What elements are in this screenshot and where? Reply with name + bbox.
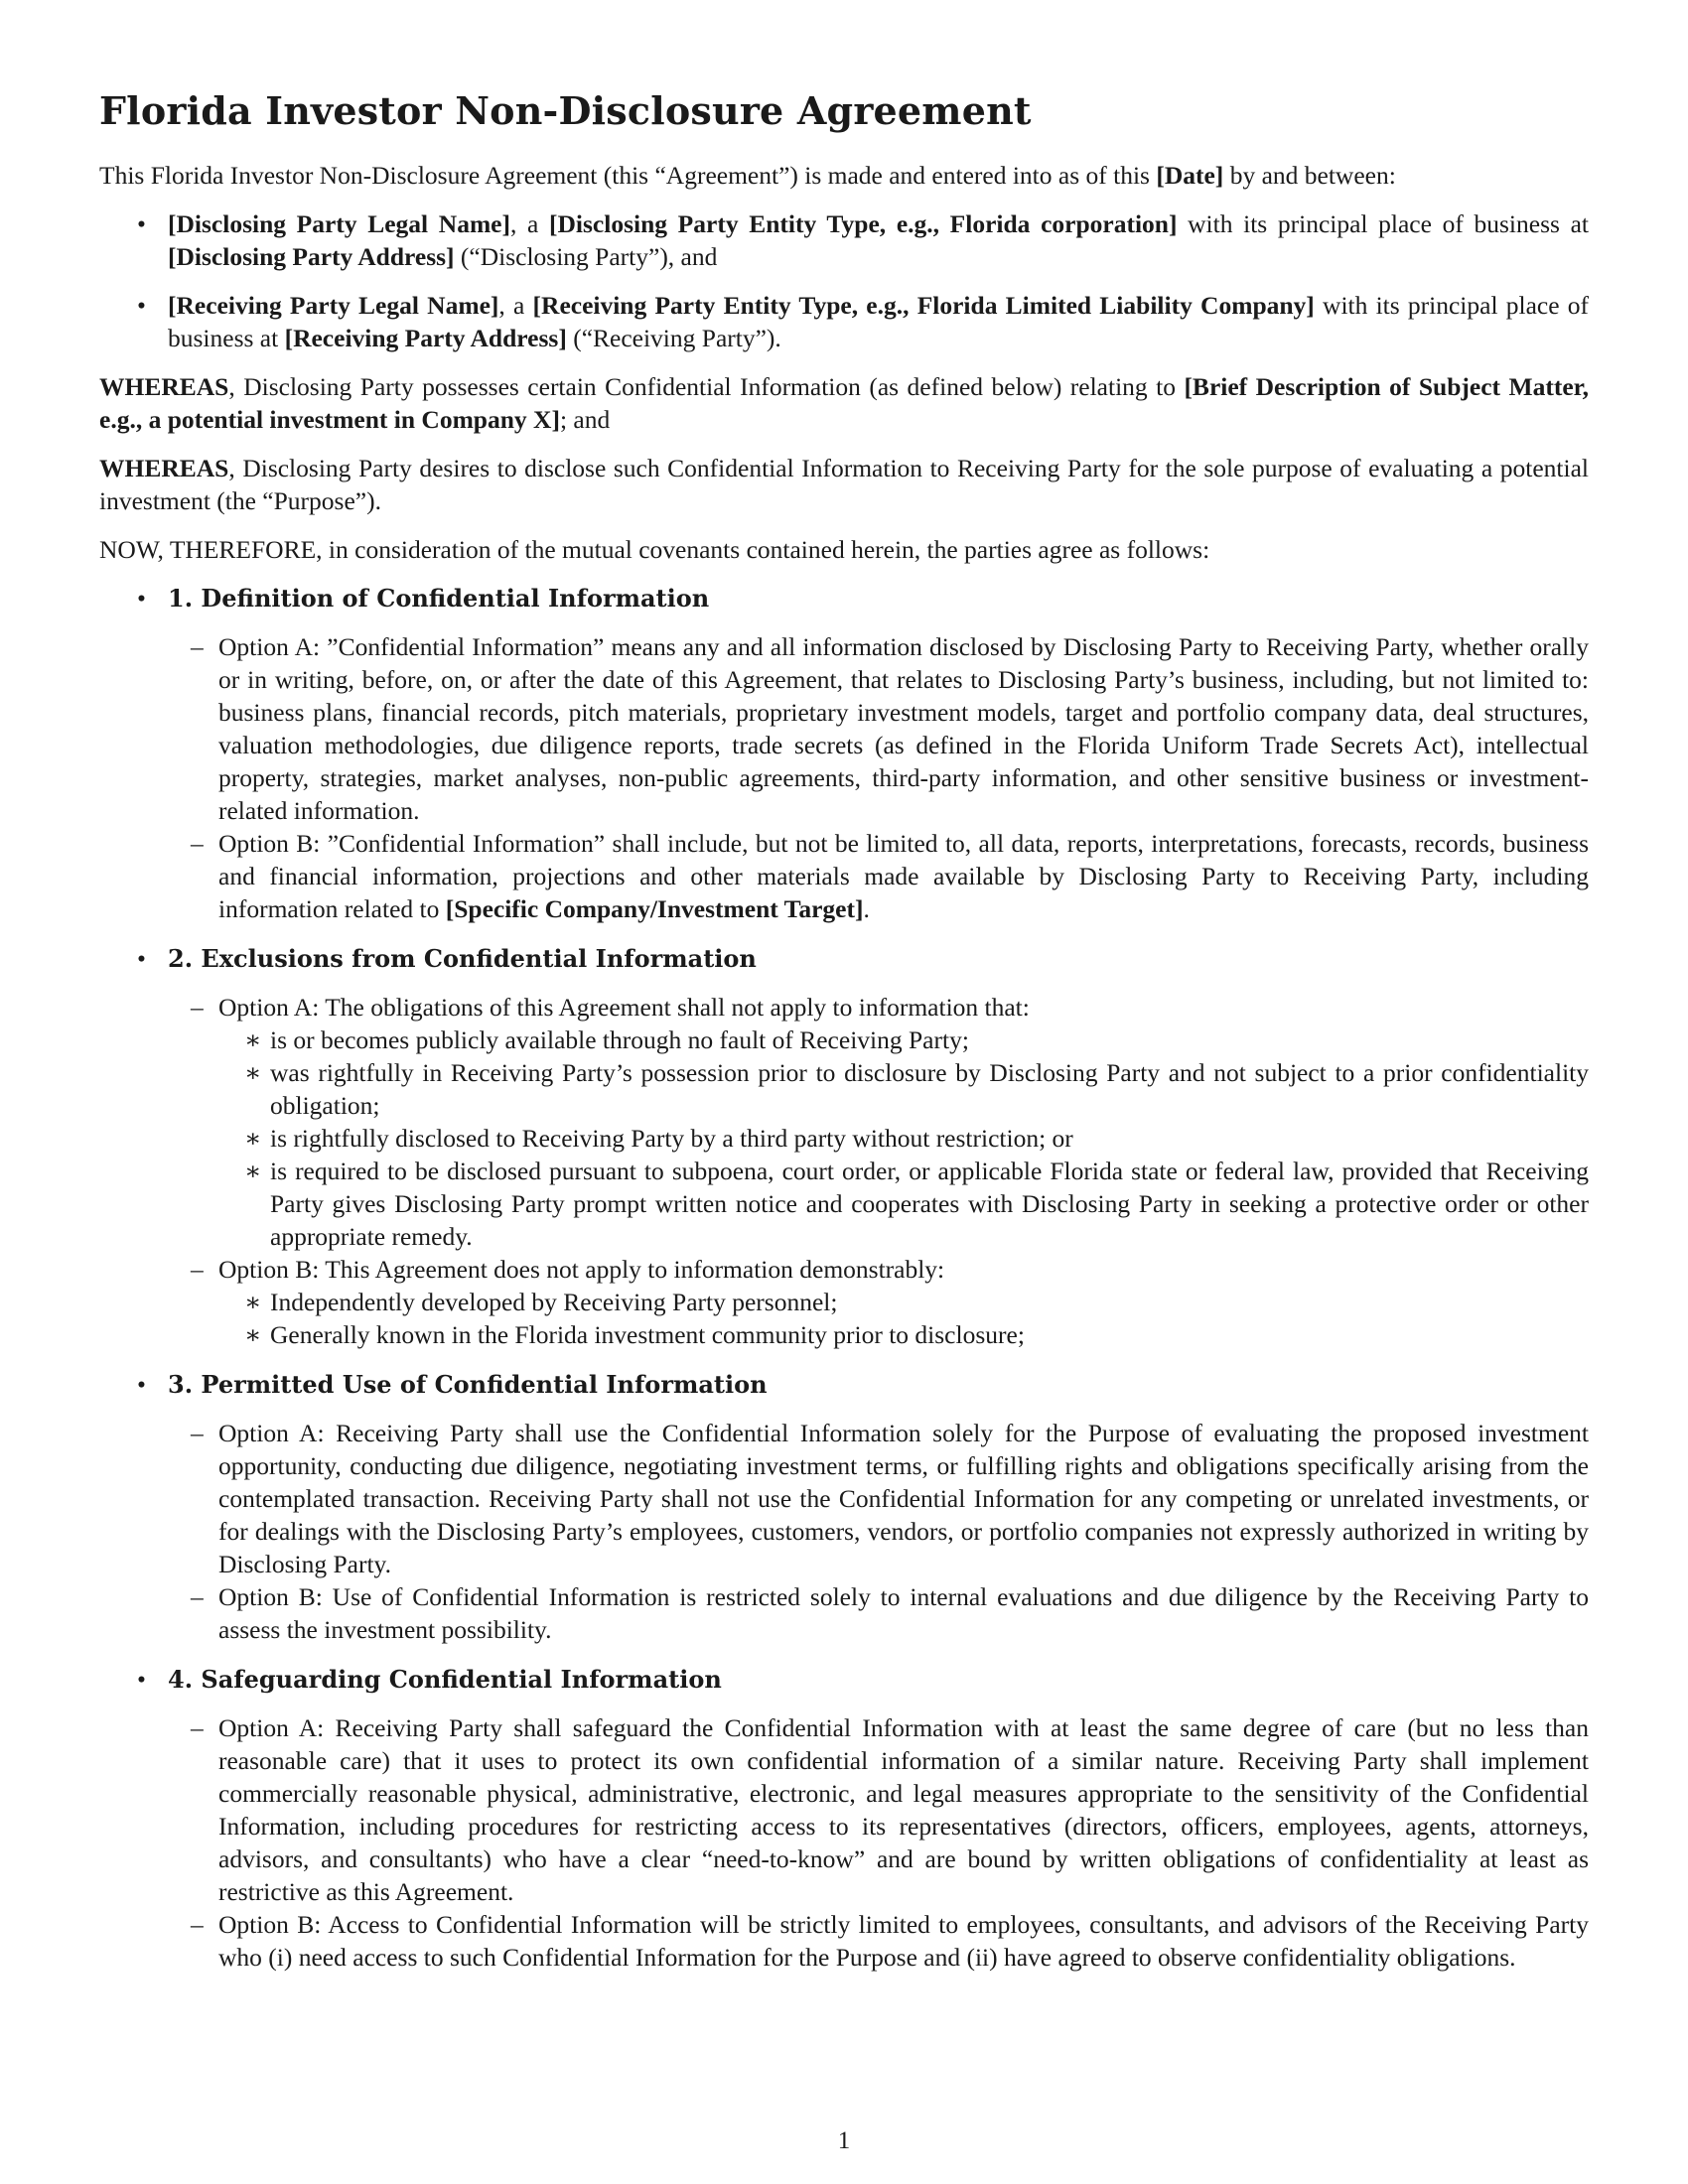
- option-a: – Option A: Receiving Party shall use the Confidential Information solely for the Purpose of evaluating the proposed investment opportunity, conducting due diligence, negotiating investment terms, or fulfilling rights and obligations specifically arising from the contemplated transaction. Receiving Party shall not use the Confidential Information for any competing or unrelated investments, or for dealings with the Disclosing Party’s employees, customers, vendors, or portfolio companies not expressly authorized in writing by Disclosing Party.: [159, 1417, 1589, 1580]
- option-a: – Option A: ”Confidential Information” means any and all information disclosed by Disclosing Party to Receiving Party, whether orally or in writing, before, on, or after the date of this Agreement, that relates to Disclosing Party’s business, including, but not limited to: business plans, financial records, pitch materials, proprietary investment models, target and portfolio company data, deal structures, valuation methodologies, due diligence reports, trade secrets (as defined in the Florida Uniform Trade Secrets Act), intellectual property, strategies, market analyses, non-public agreements, third-party information, and other sensitive business or investment-related information.: [159, 630, 1589, 827]
- section-title: • 3. Permitted Use of Confidential Information: [168, 1370, 768, 1399]
- party-address: [Receiving Party Address]: [284, 324, 567, 352]
- party-name: [Receiving Party Legal Name]: [168, 291, 499, 320]
- option-text: – Option B: This Agreement does not apply to information demonstrably:: [218, 1255, 945, 1284]
- party-text: with its principal place of business at: [168, 291, 1589, 352]
- party-receiving: [99, 289, 1589, 354]
- section-title: • 2. Exclusions from Confidential Information: [168, 944, 757, 973]
- option-b: [159, 827, 1589, 925]
- whereas-paragraph-1: [99, 370, 1589, 436]
- options-list: [99, 1417, 1589, 1646]
- intro-paragraph: [99, 159, 1589, 192]
- section-4: [99, 1663, 1589, 1974]
- whereas-text: , Disclosing Party possesses certain Confidential Information (as defined below) relating to: [228, 372, 1185, 401]
- party-text: with its principal place of business at: [1177, 209, 1589, 238]
- section-2: [99, 942, 1589, 1351]
- sub-item: ∗ was rightfully in Receiving Party’s possession prior to disclosure by Disclosing Party and not subject to a prior confidentiality obligation;: [218, 1056, 1589, 1122]
- sections-list: [99, 582, 1589, 1974]
- party-text: (“Disclosing Party”), and: [454, 242, 718, 271]
- section-3: [99, 1368, 1589, 1646]
- option-a: [159, 991, 1589, 1253]
- whereas-text: , Disclosing Party desires to disclose such Confidential Information to Receiving Party for the sole purpose of evaluating a potential investment (the “Purpose”).: [99, 454, 1589, 515]
- option-b: [159, 1253, 1589, 1351]
- party-entity: [Disclosing Party Entity Type, e.g., Florida corporation]: [549, 209, 1178, 238]
- sub-items: [218, 1286, 1589, 1351]
- subject-placeholder: [Brief Description of Subject Matter, e.g., a potential investment in Company X]: [99, 372, 1589, 434]
- sub-item: ∗ is rightfully disclosed to Receiving Party by a third party without restriction; or: [218, 1122, 1589, 1155]
- document-page: [99, 87, 1589, 1990]
- intro-text-end: by and between:: [1223, 161, 1396, 190]
- page-number: 1: [837, 2127, 851, 2154]
- option-text: Option B: ”Confidential Information” shall include, but not be limited to, all data, reports, interpretations, forecasts, records, business and financial information, projections and other materials made available by Disclosing Party to Receiving Party, including information related to: [218, 829, 1589, 923]
- options-list: [99, 1711, 1589, 1974]
- party-address: [Disclosing Party Address]: [168, 242, 455, 271]
- now-therefore-paragraph: NOW, THEREFORE, in consideration of the mutual covenants contained herein, the parties agree as follows:: [99, 535, 1210, 564]
- option-text-end: .: [863, 894, 870, 923]
- date-placeholder: [Date]: [1156, 161, 1224, 190]
- sub-items: [218, 1024, 1589, 1253]
- party-name: [Disclosing Party Legal Name]: [168, 209, 510, 238]
- party-text: , a: [510, 209, 550, 238]
- party-text: (“Receiving Party”).: [566, 324, 781, 352]
- option-a: – Option A: Receiving Party shall safeguard the Confidential Information with at least the same degree of care (but no less than reasonable care) that it uses to protect its own confidential information of a similar nature. Receiving Party shall implement commercially reasonable physical, administrative, electronic, and legal measures appropriate to the sensitivity of the Confidential Information, including procedures for restricting access to its representatives (directors, officers, employees, agents, attorneys, advisors, and consultants) who have a clear “need-to-know” and are bound by written obligations of confidentiality at least as restrictive as this Agreement.: [159, 1711, 1589, 1908]
- option-b: – Option B: Use of Confidential Information is restricted solely to internal evaluations and due diligence by the Receiving Party to assess the investment possibility.: [159, 1580, 1589, 1646]
- intro-text: This Florida Investor Non-Disclosure Agreement (this “Agreement”) is made and entered into as of this: [99, 161, 1157, 190]
- document-title: Florida Investor Non-Disclosure Agreement: [99, 88, 1032, 133]
- party-text: , a: [498, 291, 533, 320]
- option-b: – Option B: Access to Confidential Information will be strictly limited to employees, consultants, and advisors of the Receiving Party who (i) need access to such Confidential Information for the Purpose and (ii) have agreed to observe confidentiality obligations.: [159, 1908, 1589, 1974]
- options-list: [99, 991, 1589, 1351]
- parties-list: [99, 207, 1589, 354]
- option-text: – Option A: The obligations of this Agreement shall not apply to information that:: [218, 993, 1030, 1022]
- target-placeholder: [Specific Company/Investment Target]: [445, 894, 864, 923]
- sub-item: ∗ Independently developed by Receiving Party personnel;: [218, 1286, 1589, 1318]
- sub-item: ∗ is or becomes publicly available through no fault of Receiving Party;: [218, 1024, 1589, 1056]
- section-title: • 4. Safeguarding Confidential Information: [168, 1665, 722, 1694]
- whereas-paragraph-2: [99, 452, 1589, 517]
- party-disclosing: [99, 207, 1589, 273]
- section-title: • 1. Definition of Confidential Information: [168, 584, 710, 613]
- whereas-keyword: WHEREAS: [99, 454, 229, 482]
- whereas-text-end: ; and: [559, 405, 611, 434]
- party-entity: [Receiving Party Entity Type, e.g., Florida Limited Liability Company]: [532, 291, 1315, 320]
- whereas-keyword: WHEREAS: [99, 372, 229, 401]
- sub-item: ∗ Generally known in the Florida investment community prior to disclosure;: [218, 1318, 1589, 1351]
- section-1: [99, 582, 1589, 925]
- options-list: [99, 630, 1589, 925]
- sub-item: ∗ is required to be disclosed pursuant to subpoena, court order, or applicable Florida state or federal law, provided that Receiving Party gives Disclosing Party prompt written notice and cooperates with Disclosing Party in seeking a protective order or other appropriate remedy.: [218, 1155, 1589, 1253]
